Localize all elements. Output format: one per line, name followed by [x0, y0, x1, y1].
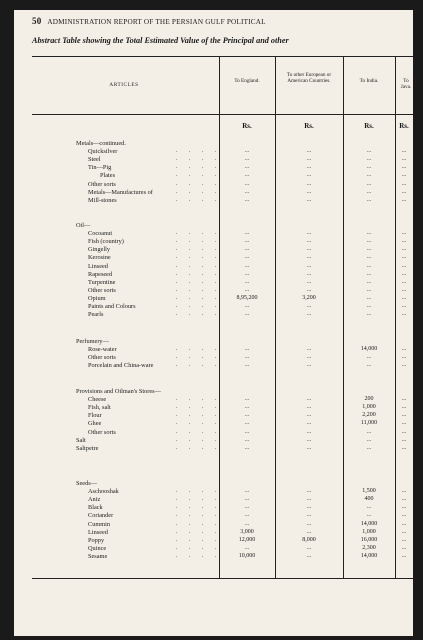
- row-label: Steel: [88, 156, 101, 164]
- value-cell: ...: [366, 362, 372, 369]
- value-cell: ...: [366, 436, 372, 443]
- value-cell: ...: [306, 412, 312, 419]
- value-cell: ...: [401, 496, 407, 503]
- value-cell: ...: [366, 270, 372, 277]
- leader-dots: . . . .: [176, 286, 222, 293]
- leader-dots: . . . .: [176, 536, 222, 543]
- col-header-other-countries: To other European or American Countries.: [286, 72, 332, 84]
- col-header-india: To India.: [359, 78, 379, 84]
- value-cell: ...: [401, 354, 407, 361]
- value-cell: ...: [244, 488, 250, 495]
- value-cell: ...: [401, 246, 407, 253]
- row-label: Seeds—: [76, 480, 97, 487]
- row-label: Kerosine: [88, 254, 111, 262]
- value-cell: 3,000: [240, 528, 254, 535]
- value-cell: ...: [401, 520, 407, 527]
- value-cell: ...: [306, 196, 312, 203]
- value-cell: ...: [401, 488, 407, 495]
- value-cell: 3,200: [302, 294, 316, 301]
- value-cell: 16,000: [360, 536, 378, 543]
- table-title: Abstract Table showing the Total Estimated Value of the Principal and other: [32, 36, 289, 45]
- leader-dots: . . . .: [176, 278, 222, 285]
- value-cell: ...: [306, 396, 312, 403]
- value-cell: ...: [306, 238, 312, 245]
- leader-dots: . . . .: [176, 311, 222, 318]
- value-cell: 12,000: [238, 536, 256, 543]
- value-cell: ...: [244, 188, 250, 195]
- value-cell: ...: [306, 148, 312, 155]
- leader-dots: . . . .: [176, 262, 222, 269]
- leader-dots: . . . .: [176, 164, 222, 171]
- row-label: Cheese: [88, 396, 107, 404]
- row-label: Porcelain and China-ware: [88, 362, 154, 370]
- leader-dots: . . . .: [176, 504, 222, 511]
- row-label: Fish (country): [88, 238, 124, 246]
- leader-dots: . . . .: [176, 180, 222, 187]
- value-cell: ...: [366, 428, 372, 435]
- row-label: Quince: [88, 544, 107, 552]
- value-cell: ...: [366, 148, 372, 155]
- value-cell: ...: [366, 311, 372, 318]
- leader-dots: . . . .: [176, 488, 222, 495]
- value-cell: ...: [306, 311, 312, 318]
- value-cell: ...: [401, 436, 407, 443]
- value-cell: ...: [401, 504, 407, 511]
- col-header-java: To Java.: [400, 78, 412, 90]
- leader-dots: . . . .: [176, 172, 222, 179]
- value-cell: ...: [306, 436, 312, 443]
- leader-dots: . . . .: [176, 148, 222, 155]
- value-cell: ...: [401, 544, 407, 551]
- value-cell: ...: [306, 520, 312, 527]
- value-cell: 14,000: [360, 520, 378, 527]
- value-cell: ...: [401, 346, 407, 353]
- value-cell: ...: [244, 164, 250, 171]
- value-cell: ...: [366, 188, 372, 195]
- row-label: Linseed: [88, 262, 108, 270]
- value-cell: ...: [244, 346, 250, 353]
- row-label: Fish, salt: [88, 404, 111, 412]
- leader-dots: . . . .: [176, 196, 222, 203]
- value-cell: ...: [244, 172, 250, 179]
- value-cell: 11,000: [360, 420, 378, 427]
- leader-dots: . . . .: [176, 270, 222, 277]
- value-cell: ...: [306, 254, 312, 261]
- value-cell: 14,000: [360, 346, 378, 353]
- value-cell: ...: [366, 180, 372, 187]
- table-bottom-rule: [32, 578, 413, 579]
- value-cell: ...: [306, 504, 312, 511]
- value-cell: ...: [366, 254, 372, 261]
- row-label: Rapeseed: [88, 270, 113, 278]
- value-cell: ...: [306, 362, 312, 369]
- leader-dots: . . . .: [176, 512, 222, 519]
- row-label: Other sorts: [88, 354, 116, 362]
- value-cell: ...: [306, 420, 312, 427]
- value-cell: ...: [244, 238, 250, 245]
- value-cell: ...: [401, 254, 407, 261]
- value-cell: ...: [306, 544, 312, 551]
- table-row: [14, 445, 413, 454]
- value-cell: ...: [306, 262, 312, 269]
- value-cell: ...: [244, 262, 250, 269]
- row-label: Cocoanut: [88, 230, 113, 238]
- value-cell: ...: [401, 552, 407, 559]
- value-cell: ...: [244, 196, 250, 203]
- value-cell: ...: [401, 396, 407, 403]
- leader-dots: . . . .: [176, 254, 222, 261]
- value-cell: ...: [244, 362, 250, 369]
- value-cell: ...: [306, 496, 312, 503]
- leader-dots: . . . .: [176, 544, 222, 551]
- row-label: Oil—: [76, 222, 91, 229]
- unit-england: Rs.: [242, 122, 252, 130]
- row-label: Rose-water: [88, 346, 117, 354]
- row-label: Saltpetre: [76, 444, 99, 452]
- value-cell: ...: [244, 270, 250, 277]
- leader-dots: . . . .: [176, 420, 222, 427]
- row-label: Sesame: [88, 552, 108, 560]
- value-cell: ...: [306, 164, 312, 171]
- row-label: Other sorts: [88, 428, 116, 436]
- value-cell: ...: [306, 512, 312, 519]
- unit-java: Rs.: [399, 122, 409, 130]
- value-cell: ...: [244, 412, 250, 419]
- value-cell: ...: [401, 536, 407, 543]
- value-cell: ...: [401, 420, 407, 427]
- value-cell: ...: [401, 428, 407, 435]
- value-cell: ...: [306, 488, 312, 495]
- row-label: Ghee: [88, 420, 102, 428]
- value-cell: ...: [366, 504, 372, 511]
- leader-dots: . . . .: [176, 396, 222, 403]
- value-cell: ...: [306, 188, 312, 195]
- value-cell: 2,200: [362, 412, 376, 419]
- value-cell: ...: [366, 230, 372, 237]
- unit-india: Rs.: [364, 122, 374, 130]
- row-label: Paints and Colours: [88, 303, 136, 310]
- value-cell: 1,000: [362, 404, 376, 411]
- value-cell: ...: [401, 444, 407, 451]
- table-row: [14, 197, 413, 206]
- value-cell: ...: [401, 172, 407, 179]
- table-row: [14, 311, 413, 320]
- row-label: Quicksilver: [88, 148, 118, 156]
- table-top-rule: [32, 56, 413, 57]
- row-label: Opium: [88, 294, 106, 302]
- value-cell: ...: [366, 303, 372, 309]
- value-cell: ...: [366, 164, 372, 171]
- value-cell: ...: [306, 552, 312, 559]
- leader-dots: . . . .: [176, 428, 222, 435]
- value-cell: ...: [366, 172, 372, 179]
- value-cell: ...: [306, 404, 312, 411]
- value-cell: ...: [401, 278, 407, 285]
- value-cell: ...: [401, 404, 407, 411]
- value-cell: ...: [366, 196, 372, 203]
- value-cell: ...: [244, 156, 250, 163]
- value-cell: ...: [244, 504, 250, 511]
- value-cell: ...: [401, 262, 407, 269]
- value-cell: 14,000: [360, 552, 378, 559]
- value-cell: ...: [366, 294, 372, 301]
- value-cell: ...: [244, 520, 250, 527]
- leader-dots: . . . .: [176, 303, 222, 309]
- row-label: Turpentine: [88, 278, 116, 286]
- value-cell: ...: [401, 512, 407, 519]
- value-cell: ...: [244, 396, 250, 403]
- value-cell: 1,000: [362, 528, 376, 535]
- value-cell: ...: [401, 528, 407, 535]
- row-label: Aschooshak: [88, 488, 119, 496]
- value-cell: ...: [244, 496, 250, 503]
- value-cell: 10,000: [238, 552, 256, 559]
- value-cell: ...: [306, 428, 312, 435]
- leader-dots: . . . .: [176, 346, 222, 353]
- leader-dots: . . . .: [176, 230, 222, 237]
- value-cell: ...: [306, 303, 312, 309]
- row-label: Mill-stones: [88, 196, 117, 204]
- running-title: ADMINISTRATION REPORT OF THE PERSIAN GULF POLITICAL: [47, 18, 266, 26]
- leader-dots: . . . .: [176, 362, 222, 369]
- value-cell: ...: [244, 254, 250, 261]
- value-cell: ...: [401, 311, 407, 318]
- leader-dots: . . . .: [176, 520, 222, 527]
- leader-dots: . . . .: [176, 444, 222, 451]
- value-cell: ...: [244, 180, 250, 187]
- value-cell: ...: [366, 512, 372, 519]
- running-header: [32, 16, 266, 26]
- row-label: Black: [88, 504, 103, 512]
- row-label: Aniz: [88, 496, 101, 504]
- row-label: Metals—continued.: [76, 140, 126, 147]
- value-cell: ...: [306, 278, 312, 285]
- table-row: [14, 553, 413, 562]
- value-cell: ...: [306, 286, 312, 293]
- value-cell: ...: [366, 156, 372, 163]
- leader-dots: . . . .: [176, 412, 222, 419]
- value-cell: ...: [244, 544, 250, 551]
- leader-dots: . . . .: [176, 156, 222, 163]
- value-cell: ...: [401, 412, 407, 419]
- leader-dots: . . . .: [176, 496, 222, 503]
- value-cell: ...: [306, 444, 312, 451]
- value-cell: ...: [244, 404, 250, 411]
- value-cell: ...: [244, 354, 250, 361]
- value-cell: 1,500: [362, 488, 376, 495]
- value-cell: ...: [306, 180, 312, 187]
- leader-dots: . . . .: [176, 188, 222, 195]
- value-cell: ...: [401, 164, 407, 171]
- value-cell: ...: [401, 270, 407, 277]
- value-cell: ...: [366, 278, 372, 285]
- value-cell: ...: [401, 303, 407, 309]
- value-cell: ...: [244, 148, 250, 155]
- value-cell: ...: [244, 444, 250, 451]
- leader-dots: . . . .: [176, 528, 222, 535]
- value-cell: 2,300: [362, 544, 376, 551]
- value-cell: ...: [244, 311, 250, 318]
- row-label: Pearls: [88, 311, 104, 319]
- row-label: Perfumery—: [76, 338, 109, 345]
- row-label: Plates: [100, 172, 116, 180]
- row-label: Cummin: [88, 520, 111, 528]
- value-cell: ...: [401, 362, 407, 369]
- row-label: Linseed: [88, 528, 108, 536]
- row-label: Metals—Manufactures of: [88, 188, 153, 196]
- value-cell: ...: [306, 230, 312, 237]
- value-cell: ...: [244, 420, 250, 427]
- value-cell: ...: [366, 238, 372, 245]
- row-label: Gingelly: [88, 246, 111, 254]
- page-number: 50: [32, 16, 42, 26]
- value-cell: ...: [401, 238, 407, 245]
- value-cell: ...: [244, 303, 250, 309]
- value-cell: ...: [306, 172, 312, 179]
- value-cell: ...: [306, 156, 312, 163]
- value-cell: 200: [364, 396, 374, 403]
- value-cell: 400: [364, 496, 374, 503]
- value-cell: ...: [366, 444, 372, 451]
- value-cell: ...: [366, 286, 372, 293]
- value-cell: ...: [306, 246, 312, 253]
- row-label: Other sorts: [88, 286, 116, 294]
- value-cell: ...: [244, 286, 250, 293]
- value-cell: ...: [306, 354, 312, 361]
- value-cell: ...: [244, 436, 250, 443]
- leader-dots: . . . .: [176, 246, 222, 253]
- value-cell: ...: [401, 156, 407, 163]
- value-cell: ...: [306, 270, 312, 277]
- value-cell: ...: [306, 346, 312, 353]
- value-cell: ...: [244, 512, 250, 519]
- value-cell: ...: [244, 428, 250, 435]
- value-cell: ...: [244, 246, 250, 253]
- leader-dots: . . . .: [176, 354, 222, 361]
- header-bottom-rule: [32, 114, 413, 115]
- row-label: Other sorts: [88, 180, 116, 188]
- col-header-articles: ARTICLES: [109, 82, 139, 88]
- leader-dots: . . . .: [176, 404, 222, 411]
- value-cell: ...: [244, 230, 250, 237]
- value-cell: ...: [401, 230, 407, 237]
- document-page: [14, 10, 413, 636]
- row-label: Provisions and Oilman's Stores—: [76, 388, 161, 395]
- row-label: Tin—Pig: [88, 164, 112, 172]
- value-cell: ...: [401, 286, 407, 293]
- value-cell: ...: [401, 148, 407, 155]
- leader-dots: . . . .: [176, 436, 222, 443]
- row-label: Poppy: [88, 536, 105, 544]
- row-label: Coriander: [88, 512, 114, 520]
- value-cell: ...: [401, 196, 407, 203]
- value-cell: ...: [401, 294, 407, 301]
- value-cell: ...: [366, 262, 372, 269]
- leader-dots: . . . .: [176, 294, 222, 301]
- value-cell: ...: [306, 528, 312, 535]
- value-cell: ...: [401, 188, 407, 195]
- col-header-england: To England.: [234, 78, 260, 84]
- value-cell: ...: [366, 354, 372, 361]
- row-label: Salt: [76, 436, 86, 444]
- table-row: [14, 362, 413, 371]
- value-cell: ...: [401, 180, 407, 187]
- value-cell: ...: [366, 246, 372, 253]
- value-cell: 8,000: [302, 536, 316, 543]
- leader-dots: . . . .: [176, 238, 222, 245]
- unit-other-countries: Rs.: [304, 122, 314, 130]
- value-cell: ...: [244, 278, 250, 285]
- row-label: Flour: [88, 412, 102, 420]
- value-cell: 8,95,200: [236, 294, 258, 301]
- leader-dots: . . . .: [176, 552, 222, 559]
